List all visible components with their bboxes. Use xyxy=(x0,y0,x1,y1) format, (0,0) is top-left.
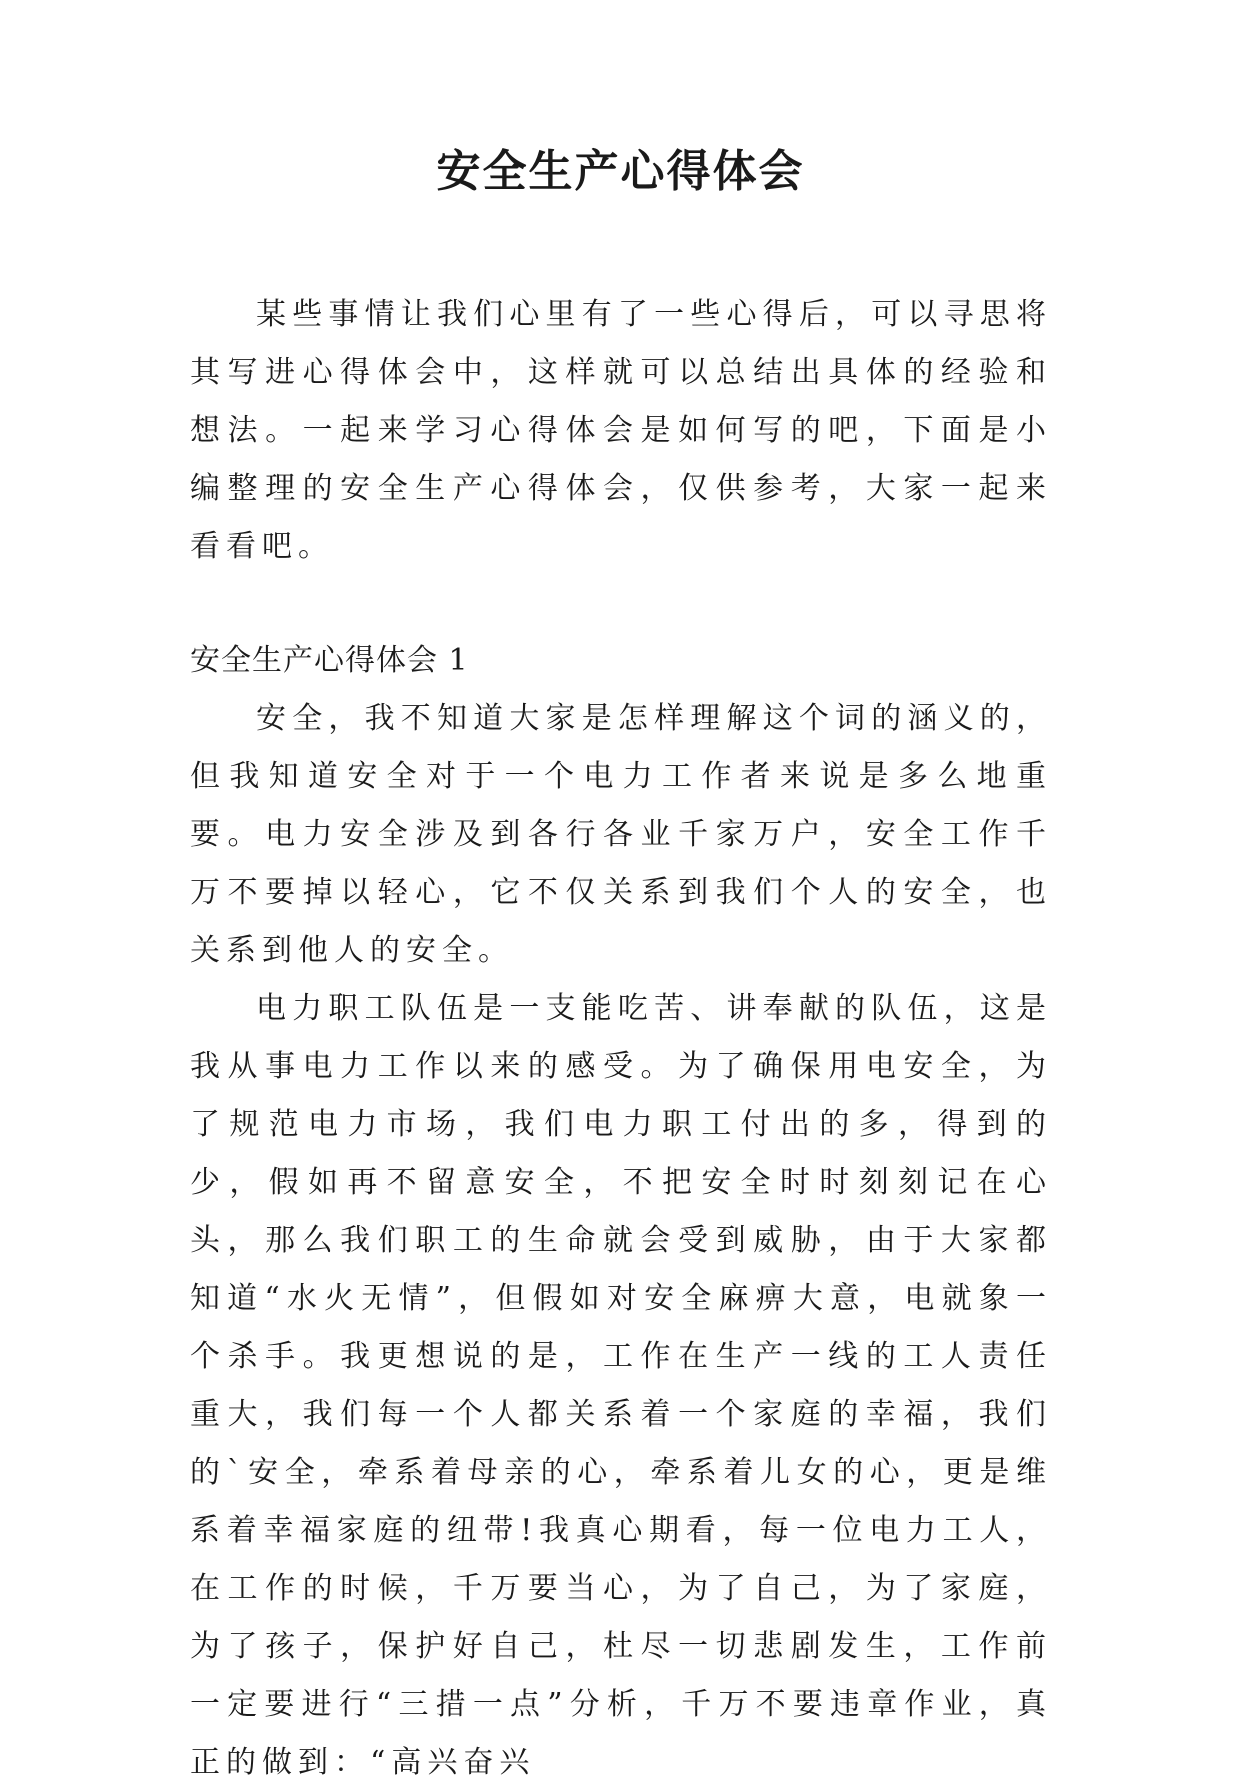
document-body xyxy=(190,286,1052,1792)
intro-paragraph: 某些事情让我们心里有了一些心得后，可以寻思将其写进心得体会中，这样就可以总结出具体的经验和想法。一起来学习心得体会是如何写的吧，下面是小编整理的安全生产心得体会，仅供参考，大家一起来看看吧。 xyxy=(190,297,1052,564)
body-paragraph: 安全，我不知道大家是怎样理解这个词的涵义的，但我知道安全对于一个电力工作者来说是多么地重要。电力安全涉及到各行各业千家万户，安全工作千万不要掉以轻心，它不仅关系到我们个人的安全，也关系到他人的安全。 xyxy=(190,701,1052,968)
section-heading: 安全生产心得体会 1 xyxy=(190,643,469,678)
document-title: 安全生产心得体会 xyxy=(436,146,805,197)
body-paragraph: 电力职工队伍是一支能吃苦、讲奉献的队伍，这是我从事电力工作以来的感受。为了确保用电安全，为了规范电力市场，我们电力职工付出的多，得到的少，假如再不留意安全，不把安全时时刻刻记在心头，那么我们职工的生命就会受到威胁，由于大家都知道“水火无情”，但假如对安全麻痹大意，电就象一个杀手。我更想说的是，工作在生产一线的工人责任重大，我们每一个人都关系着一个家庭的幸福，我们的`安全，牵系着母亲的心，牵系着儿女的心，更是维系着幸福家庭的纽带!我真心期看，每一位电力工人，在工作的时候，千万要当心，为了自己，为了家庭，为了孩子，保护好自己，杜尽一切悲剧发生，工作前一定要进行“三措一点”分析，千万不要违章作业，真正的做到：“高兴奋兴 xyxy=(190,991,1052,1780)
section-1 xyxy=(190,632,1052,1792)
